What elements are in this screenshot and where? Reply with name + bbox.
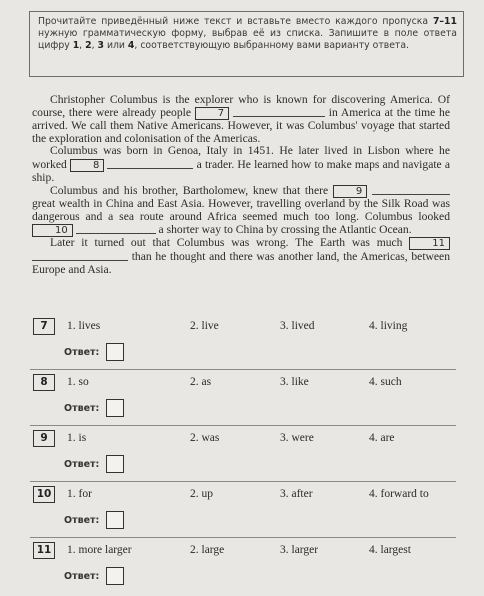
option-4[interactable]: 4. forward to: [369, 488, 429, 500]
instruction-text: , соответствующую выбранному вами варианту ответа.: [134, 40, 410, 51]
instruction-text: нужную грамматическую форму, выбрав её из списка. Запишите в поле ответа цифру: [38, 28, 457, 51]
instruction-digit: 2: [85, 40, 92, 51]
paragraph-2: [32, 145, 450, 184]
option-1[interactable]: 1. for: [67, 488, 92, 500]
answer-label: Ответ:: [64, 571, 100, 582]
answer-label: Ответ:: [64, 459, 100, 470]
answer-box-11[interactable]: [106, 567, 124, 585]
option-1[interactable]: 1. lives: [67, 320, 101, 332]
option-4[interactable]: 4. living: [369, 320, 408, 332]
question-7: [33, 318, 453, 338]
gap-9: [372, 184, 450, 195]
answer-box-10[interactable]: [106, 511, 124, 529]
answer-label: Ответ:: [64, 515, 100, 526]
divider: [30, 537, 456, 538]
gap-number-9: 9: [333, 185, 367, 198]
instruction-digit: 4: [127, 40, 135, 51]
answer-label: Ответ:: [64, 347, 100, 358]
option-2[interactable]: 2. large: [190, 544, 225, 556]
instruction-text: Прочитайте приведённый ниже текст и вставьте вместо каждого пропуска: [38, 16, 433, 27]
divider: [30, 425, 456, 426]
option-2[interactable]: 2. as: [190, 376, 212, 388]
task-instruction: [29, 11, 464, 77]
divider: [30, 481, 456, 482]
question-9: [33, 430, 453, 450]
gap-10: [76, 223, 156, 234]
option-3[interactable]: 3. like: [280, 376, 309, 388]
option-4[interactable]: 4. largest: [369, 544, 411, 556]
gap-7: [233, 106, 325, 117]
option-1[interactable]: 1. so: [67, 376, 89, 388]
text-fragment: than he thought and there was another land, the Americas, between Europe and Asia.: [32, 250, 450, 276]
paragraph-1: [32, 94, 450, 145]
answer-label: Ответ:: [64, 403, 100, 414]
gap-number-8: 8: [70, 159, 104, 172]
answer-9: [64, 455, 144, 475]
option-4[interactable]: 4. are: [369, 432, 395, 444]
gap-number-7: 7: [195, 107, 229, 120]
text-fragment: in America at the time he arrived. We call them Native Americans. However, it was Columbus' voyage that started the exploration and colonisation of the Americas.: [32, 106, 450, 145]
answer-8: [64, 399, 144, 419]
text-fragment: great wealth in China and East Asia. However, travelling overland by the Silk Road was dangerous and a sea route around Africa seemed much too long. Columbus looked: [32, 197, 450, 223]
option-3[interactable]: 3. larger: [280, 544, 319, 556]
question-10: [33, 486, 453, 506]
text-fragment: Later it turned out that Columbus was wrong. The Earth was much: [50, 236, 410, 250]
question-number: 10: [33, 486, 55, 503]
text-fragment: Columbus was born in Genoa, Italy in 1451. He later lived in Lisbon where he worked: [32, 144, 450, 171]
instruction-range: 7–11: [432, 16, 457, 27]
instruction-sep: ,: [79, 40, 86, 51]
option-1[interactable]: 1. more larger: [67, 544, 132, 556]
option-2[interactable]: 2. up: [190, 488, 213, 500]
instruction-sep: ,: [91, 40, 98, 51]
paragraph-4: [32, 237, 450, 276]
gap-number-10: 10: [32, 224, 73, 237]
option-2[interactable]: 2. was: [190, 432, 220, 444]
gap-8: [107, 158, 193, 169]
option-4[interactable]: 4. such: [369, 376, 402, 388]
question-number: 9: [33, 430, 55, 447]
instruction-digit: 1: [72, 40, 80, 51]
answer-box-8[interactable]: [106, 399, 124, 417]
answer-box-7[interactable]: [106, 343, 124, 361]
reading-text: [32, 94, 450, 276]
text-fragment: Christopher Columbus is the explorer who is known for discovering America. Of course, there were already people: [32, 93, 450, 120]
option-3[interactable]: 3. after: [280, 488, 313, 500]
question-11: [33, 542, 453, 562]
option-1[interactable]: 1. is: [67, 432, 87, 444]
instruction-digit: 3: [97, 40, 104, 51]
question-number: 11: [33, 542, 55, 559]
answer-7: [64, 343, 144, 363]
gap-11: [32, 250, 128, 261]
divider: [30, 369, 456, 370]
answer-11: [64, 567, 144, 587]
paragraph-3: [32, 184, 450, 237]
text-fragment: a trader. He learned how to make maps and navigate a ship.: [32, 157, 451, 184]
option-3[interactable]: 3. were: [280, 432, 314, 444]
text-fragment: a shorter way to China by crossing the Atlantic Ocean.: [155, 223, 412, 237]
answer-10: [64, 511, 144, 531]
text-fragment: Columbus and his brother, Bartholomew, knew that there: [50, 184, 333, 198]
option-3[interactable]: 3. lived: [280, 320, 315, 332]
answer-box-9[interactable]: [106, 455, 124, 473]
question-8: [33, 374, 453, 394]
instruction-or: или: [103, 40, 128, 51]
question-number: 8: [33, 374, 55, 391]
question-number: 7: [33, 318, 55, 335]
gap-number-11: 11: [409, 237, 450, 250]
option-2[interactable]: 2. live: [190, 320, 219, 332]
